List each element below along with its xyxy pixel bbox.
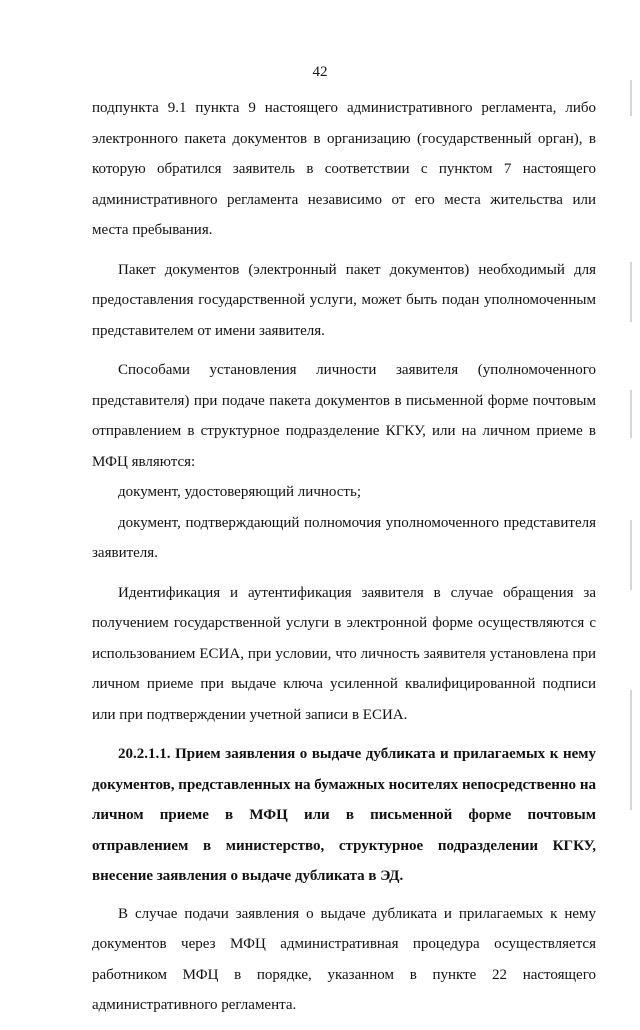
scan-edge-mark	[630, 690, 632, 810]
list-item-authority-document: документ, подтверждающий полномочия уполномоченного представителя заявителя.	[92, 514, 596, 561]
list-item-identity-document: документ, удостоверяющий личность;	[118, 484, 361, 500]
paragraph-identification-methods: Способами установления личности заявителя (уполномоченного представителя) при подаче пакета документов в письменной форме почтовым отправлением в структурное подразделение КГКУ, или на личном приеме в МФЦ являются:	[92, 362, 596, 470]
paragraph-esia-authentication: Идентификация и аутентификация заявителя в случае обращения за получением государственной услуги в электронной форме осуществляются с использованием ЕСИА, при условии, что личность заявителя установлена при личном приеме при выдаче ключа усиленной квалифицированной подписи или при подтверждении учетной записи в ЕСИА.	[92, 584, 596, 723]
scan-edge-mark	[630, 80, 632, 116]
scan-edge-mark	[630, 390, 632, 438]
scan-edge-mark	[630, 520, 632, 590]
paragraph-continuation: подпункта 9.1 пункта 9 настоящего административного регламента, либо электронного пакета документов в организацию (государственный орган), в которую обратился заявитель в соответствии с пунктом 7 настоящего административного регламента независимо от его места жительства или места пребывания.	[92, 100, 596, 238]
scan-edge-mark	[630, 262, 632, 322]
paragraph-mfc-procedure: В случае подачи заявления о выдаче дубликата и прилагаемых к нему документов через МФЦ административная процедура осуществляется работником МФЦ в порядке, указанном в пункте 22 настоящего административного регламента.	[92, 905, 596, 1013]
section-heading-20-2-1-1: 20.2.1.1. Прием заявления о выдаче дубликата и прилагаемых к нему документов, представленных на бумажных носителях непосредственно на личном приеме в МФЦ или в письменной форме почтовым отправлением в министерство, структурное подразделении КГКУ, внесение заявления о выдаче дубликата в ЭД.	[92, 746, 596, 884]
page-number: 42	[312, 64, 328, 80]
document-body	[92, 93, 596, 1030]
paragraph-representative: Пакет документов (электронный пакет документов) необходимый для предоставления государственной услуги, может быть подан уполномоченным представителем от имени заявителя.	[92, 261, 596, 339]
